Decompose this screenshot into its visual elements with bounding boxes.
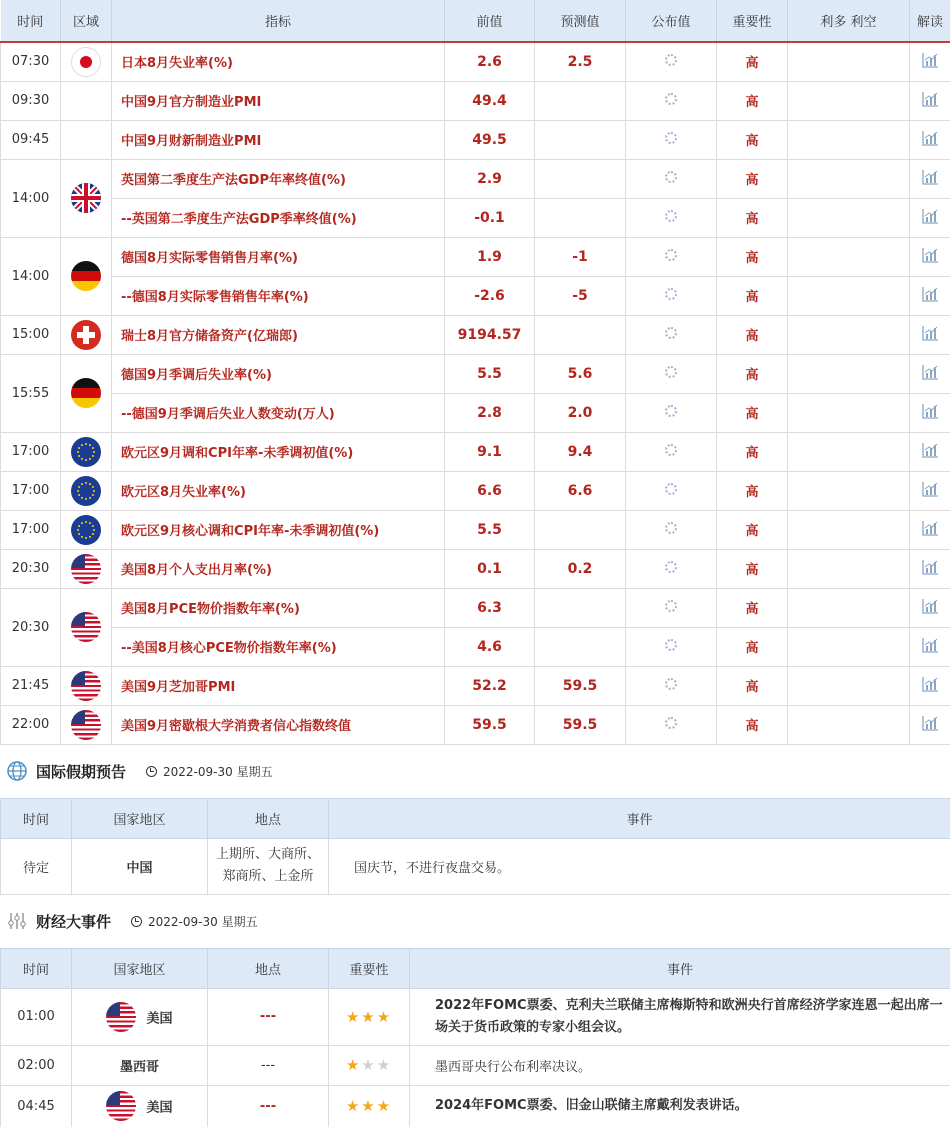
econ-time: 09:45 xyxy=(1,120,61,159)
econ-row xyxy=(1,510,950,549)
econ-row xyxy=(1,198,950,237)
econ-actual xyxy=(626,42,717,81)
econ-actual xyxy=(626,510,717,549)
econ-impact xyxy=(788,627,910,666)
loading-spinner-icon xyxy=(665,561,677,573)
econ-forecast: 5.6 xyxy=(535,354,626,393)
loading-spinner-icon xyxy=(665,717,677,729)
econ-actual xyxy=(626,471,717,510)
econ-indicator-link[interactable]: 美国9月芝加哥PMI xyxy=(112,666,445,705)
eu-flag xyxy=(71,437,101,467)
event-stars xyxy=(329,1085,410,1127)
econ-indicator-link[interactable]: --德国8月实际零售销售年率(%) xyxy=(112,276,445,315)
econ-forecast xyxy=(535,627,626,666)
events-table xyxy=(0,948,950,1127)
econ-impact xyxy=(788,471,910,510)
loading-spinner-icon xyxy=(665,405,677,417)
event-country-name: 美国 xyxy=(146,1011,173,1026)
star-icon: ★ xyxy=(361,1007,377,1026)
chart-analysis-icon[interactable] xyxy=(921,558,939,576)
loading-spinner-icon xyxy=(665,93,677,105)
econ-forecast xyxy=(535,159,626,198)
econ-actual xyxy=(626,237,717,276)
event-place: --- xyxy=(208,988,329,1045)
econ-row xyxy=(1,705,950,744)
econ-actual xyxy=(626,393,717,432)
chart-analysis-icon[interactable] xyxy=(921,636,939,654)
econ-analysis[interactable] xyxy=(910,588,950,627)
econ-region xyxy=(61,549,112,588)
econ-importance: 高 xyxy=(717,510,788,549)
loading-spinner-icon xyxy=(665,678,677,690)
eu-flag xyxy=(71,515,101,545)
star-icon: ★ xyxy=(361,1097,377,1115)
col-prev: 前值 xyxy=(445,0,535,42)
econ-actual xyxy=(626,588,717,627)
star-icon: ★ xyxy=(376,1097,393,1115)
econ-actual xyxy=(626,354,717,393)
econ-analysis[interactable] xyxy=(910,42,950,81)
us-flag xyxy=(71,554,101,584)
econ-row xyxy=(1,42,950,81)
econ-analysis[interactable] xyxy=(910,315,950,354)
col-time: 时间 xyxy=(1,0,61,42)
econ-prev: 9.1 xyxy=(445,432,535,471)
clock-icon xyxy=(146,766,157,777)
econ-analysis[interactable] xyxy=(910,510,950,549)
loading-spinner-icon xyxy=(665,600,677,612)
events-col-country: 国家地区 xyxy=(72,948,208,988)
econ-prev: -2.6 xyxy=(445,276,535,315)
eu-flag xyxy=(71,476,101,506)
econ-time: 15:00 xyxy=(1,315,61,354)
event-description: 2024年FOMC票委、旧金山联储主席戴利发表讲话。 xyxy=(410,1085,950,1127)
econ-forecast: -5 xyxy=(535,276,626,315)
econ-row xyxy=(1,276,950,315)
econ-actual xyxy=(626,198,717,237)
holiday-header-row xyxy=(1,798,950,838)
econ-impact xyxy=(788,237,910,276)
econ-impact xyxy=(788,198,910,237)
japan-flag xyxy=(71,47,101,77)
econ-region xyxy=(61,705,112,744)
chart-analysis-icon[interactable] xyxy=(921,51,939,69)
event-place: --- xyxy=(208,1045,329,1085)
events-date xyxy=(131,913,258,930)
econ-impact xyxy=(788,510,910,549)
star-icon: ★ xyxy=(345,1097,362,1115)
econ-prev: 59.5 xyxy=(445,705,535,744)
econ-actual xyxy=(626,120,717,159)
econ-indicator-link[interactable]: 欧元区9月调和CPI年率-未季调初值(%) xyxy=(112,432,445,471)
econ-region xyxy=(61,432,112,471)
econ-prev: 2.9 xyxy=(445,159,535,198)
econ-forecast: 0.2 xyxy=(535,549,626,588)
econ-region xyxy=(61,42,112,81)
econ-actual xyxy=(626,627,717,666)
econ-actual xyxy=(626,549,717,588)
econ-impact xyxy=(788,549,910,588)
econ-importance: 高 xyxy=(717,315,788,354)
econ-importance: 高 xyxy=(717,120,788,159)
econ-importance: 高 xyxy=(717,471,788,510)
econ-forecast: 2.0 xyxy=(535,393,626,432)
event-country xyxy=(72,1045,208,1085)
econ-row xyxy=(1,666,950,705)
econ-impact xyxy=(788,276,910,315)
holiday-row xyxy=(1,838,950,894)
econ-impact xyxy=(788,354,910,393)
econ-indicator-link[interactable]: --英国第二季度生产法GDP季率终值(%) xyxy=(112,198,445,237)
chart-analysis-icon[interactable] xyxy=(921,246,939,264)
event-country-name: 墨西哥 xyxy=(119,1059,159,1075)
events-date-text: 2022-09-30 星期五 xyxy=(148,914,258,929)
econ-row xyxy=(1,549,950,588)
econ-actual xyxy=(626,705,717,744)
holiday-country: 中国 xyxy=(72,838,208,894)
econ-region xyxy=(61,471,112,510)
event-stars xyxy=(329,988,410,1045)
col-indicator: 指标 xyxy=(112,0,445,42)
econ-region xyxy=(61,510,112,549)
chart-analysis-icon[interactable] xyxy=(921,675,939,693)
econ-forecast: 9.4 xyxy=(535,432,626,471)
econ-impact xyxy=(788,159,910,198)
col-actual: 公布值 xyxy=(626,0,717,42)
chart-analysis-icon[interactable] xyxy=(921,207,939,225)
holiday-date xyxy=(146,763,273,780)
econ-time: 14:00 xyxy=(1,159,61,237)
econ-indicator-link[interactable]: 德国8月实际零售销售月率(%) xyxy=(112,237,445,276)
econ-indicator-link[interactable]: 德国9月季调后失业率(%) xyxy=(112,354,445,393)
econ-actual xyxy=(626,159,717,198)
econ-row xyxy=(1,120,950,159)
econ-impact xyxy=(788,432,910,471)
econ-importance: 高 xyxy=(717,237,788,276)
chart-analysis-icon[interactable] xyxy=(921,597,939,615)
star-icon: ★ xyxy=(345,1056,362,1074)
econ-importance: 高 xyxy=(717,549,788,588)
econ-prev: 4.6 xyxy=(445,627,535,666)
events-col-event: 事件 xyxy=(410,948,950,988)
econ-header-row xyxy=(1,0,950,42)
econ-impact xyxy=(788,666,910,705)
econ-prev: 49.5 xyxy=(445,120,535,159)
econ-row xyxy=(1,237,950,276)
econ-time: 22:00 xyxy=(1,705,61,744)
events-col-time: 时间 xyxy=(1,948,72,988)
econ-actual xyxy=(626,81,717,120)
holiday-date-text: 2022-09-30 星期五 xyxy=(163,764,273,779)
econ-indicator-link[interactable]: 美国9月密歇根大学消费者信心指数终值 xyxy=(112,705,445,744)
chart-analysis-icon[interactable] xyxy=(921,129,939,147)
econ-analysis[interactable] xyxy=(910,81,950,120)
econ-actual xyxy=(626,666,717,705)
econ-prev: 49.4 xyxy=(445,81,535,120)
event-country-name: 美国 xyxy=(146,1100,173,1116)
econ-importance: 高 xyxy=(717,276,788,315)
econ-indicator-link[interactable]: --德国9月季调后失业人数变动(万人) xyxy=(112,393,445,432)
econ-forecast: 6.6 xyxy=(535,471,626,510)
econ-importance: 高 xyxy=(717,198,788,237)
econ-importance: 高 xyxy=(717,159,788,198)
econ-time: 20:30 xyxy=(1,549,61,588)
econ-importance: 高 xyxy=(717,627,788,666)
econ-row xyxy=(1,588,950,627)
econ-importance: 高 xyxy=(717,42,788,81)
chart-analysis-icon[interactable] xyxy=(921,480,939,498)
econ-forecast: 59.5 xyxy=(535,705,626,744)
holiday-event: 国庆节，不进行夜盘交易。 xyxy=(329,838,950,894)
event-row xyxy=(1,1045,950,1085)
loading-spinner-icon xyxy=(665,327,677,339)
col-importance: 重要性 xyxy=(717,0,788,42)
chart-analysis-icon[interactable] xyxy=(921,363,939,381)
star-icon: ★ xyxy=(345,1007,362,1026)
econ-row xyxy=(1,471,950,510)
econ-indicator-link[interactable]: 美国8月个人支出月率(%) xyxy=(112,549,445,588)
econ-analysis[interactable] xyxy=(910,237,950,276)
event-description: 2022年FOMC票委、克利夫兰联储主席梅斯特和欧洲央行首席经济学家连恩一起出席一场关于货币政策的专家小组会议。 xyxy=(410,988,950,1045)
econ-analysis[interactable] xyxy=(910,549,950,588)
holiday-table xyxy=(0,798,950,895)
chart-analysis-icon[interactable] xyxy=(921,285,939,303)
econ-region xyxy=(61,237,112,315)
col-analysis: 解读 xyxy=(910,0,950,42)
econ-prev: 6.3 xyxy=(445,588,535,627)
econ-forecast xyxy=(535,120,626,159)
clock-icon xyxy=(131,916,142,927)
event-description: 墨西哥央行公布利率决议。 xyxy=(410,1045,950,1085)
econ-impact xyxy=(788,42,910,81)
econ-indicator-link[interactable]: --美国8月核心PCE物价指数年率(%) xyxy=(112,627,445,666)
econ-prev: -0.1 xyxy=(445,198,535,237)
econ-prev: 1.9 xyxy=(445,237,535,276)
econ-analysis[interactable] xyxy=(910,471,950,510)
econ-actual xyxy=(626,276,717,315)
holiday-time: 待定 xyxy=(1,838,72,894)
econ-indicator-link[interactable]: 美国8月PCE物价指数年率(%) xyxy=(112,588,445,627)
econ-importance: 高 xyxy=(717,81,788,120)
event-row xyxy=(1,988,950,1045)
econ-importance: 高 xyxy=(717,588,788,627)
events-col-importance: 重要性 xyxy=(329,948,410,988)
event-time: 02:00 xyxy=(1,1045,72,1085)
econ-analysis[interactable] xyxy=(910,354,950,393)
switzerland-flag xyxy=(71,320,101,350)
events-header-row xyxy=(1,948,950,988)
chart-analysis-icon[interactable] xyxy=(921,402,939,420)
econ-indicator-link[interactable]: 中国9月财新制造业PMI xyxy=(112,120,445,159)
event-time: 01:00 xyxy=(1,988,72,1045)
econ-region xyxy=(61,666,112,705)
econ-indicator-link[interactable]: 日本8月失业率(%) xyxy=(112,42,445,81)
econ-prev: 2.8 xyxy=(445,393,535,432)
us-flag xyxy=(106,1002,136,1032)
chart-analysis-icon[interactable] xyxy=(921,519,939,537)
econ-analysis[interactable] xyxy=(910,705,950,744)
econ-impact xyxy=(788,588,910,627)
star-icon: ★ xyxy=(376,1007,393,1026)
event-country xyxy=(72,1085,208,1127)
econ-importance: 高 xyxy=(717,666,788,705)
econ-prev: 5.5 xyxy=(445,510,535,549)
econ-row xyxy=(1,432,950,471)
econ-forecast xyxy=(535,315,626,354)
loading-spinner-icon xyxy=(665,366,677,378)
col-impact: 利多 利空 xyxy=(788,0,910,42)
econ-importance: 高 xyxy=(717,705,788,744)
econ-forecast xyxy=(535,588,626,627)
econ-row xyxy=(1,159,950,198)
econ-region xyxy=(61,120,112,159)
econ-importance: 高 xyxy=(717,432,788,471)
events-section-header xyxy=(0,895,950,948)
econ-row xyxy=(1,81,950,120)
loading-spinner-icon xyxy=(665,522,677,534)
econ-actual xyxy=(626,315,717,354)
econ-forecast xyxy=(535,198,626,237)
econ-analysis[interactable] xyxy=(910,666,950,705)
col-region: 区域 xyxy=(61,0,112,42)
event-country xyxy=(72,988,208,1045)
econ-row xyxy=(1,627,950,666)
loading-spinner-icon xyxy=(665,249,677,261)
loading-spinner-icon xyxy=(665,444,677,456)
loading-spinner-icon xyxy=(665,171,677,183)
econ-analysis[interactable] xyxy=(910,276,950,315)
holiday-col-event: 事件 xyxy=(329,798,950,838)
econ-indicator-link[interactable]: 欧元区9月核心调和CPI年率-未季调初值(%) xyxy=(112,510,445,549)
econ-forecast: -1 xyxy=(535,237,626,276)
econ-prev: 2.6 xyxy=(445,42,535,81)
econ-row xyxy=(1,315,950,354)
us-flag xyxy=(71,671,101,701)
econ-time: 17:00 xyxy=(1,432,61,471)
germany-flag xyxy=(71,261,101,291)
econ-actual xyxy=(626,432,717,471)
loading-spinner-icon xyxy=(665,210,677,222)
econ-row xyxy=(1,393,950,432)
col-forecast: 预测值 xyxy=(535,0,626,42)
econ-forecast: 59.5 xyxy=(535,666,626,705)
uk-flag xyxy=(71,183,101,213)
loading-spinner-icon xyxy=(665,288,677,300)
econ-prev: 6.6 xyxy=(445,471,535,510)
holiday-section-header xyxy=(0,745,950,798)
econ-analysis[interactable] xyxy=(910,393,950,432)
econ-time: 20:30 xyxy=(1,588,61,666)
chart-analysis-icon[interactable] xyxy=(921,90,939,108)
econ-time: 21:45 xyxy=(1,666,61,705)
econ-importance: 高 xyxy=(717,354,788,393)
econ-time: 15:55 xyxy=(1,354,61,432)
econ-prev: 52.2 xyxy=(445,666,535,705)
econ-prev: 5.5 xyxy=(445,354,535,393)
chart-analysis-icon[interactable] xyxy=(921,168,939,186)
econ-impact xyxy=(788,393,910,432)
econ-time: 07:30 xyxy=(1,42,61,81)
econ-indicator-link[interactable]: 瑞士8月官方储备资产(亿瑞郎) xyxy=(112,315,445,354)
econ-forecast xyxy=(535,81,626,120)
event-row xyxy=(1,1085,950,1127)
event-place: --- xyxy=(208,1085,329,1127)
econ-impact xyxy=(788,705,910,744)
sliders-icon xyxy=(6,910,28,932)
events-title: 财经大事件 xyxy=(36,912,112,931)
chart-analysis-icon[interactable] xyxy=(921,441,939,459)
econ-row xyxy=(1,354,950,393)
econ-indicator-link[interactable]: 欧元区8月失业率(%) xyxy=(112,471,445,510)
holiday-place: 上期所、大商所、郑商所、上金所 xyxy=(208,838,329,894)
econ-region xyxy=(61,588,112,666)
econ-importance: 高 xyxy=(717,393,788,432)
germany-flag xyxy=(71,378,101,408)
star-icon: ★ xyxy=(361,1056,377,1074)
us-flag xyxy=(71,710,101,740)
chart-analysis-icon[interactable] xyxy=(921,714,939,732)
econ-indicator-link[interactable]: 中国9月官方制造业PMI xyxy=(112,81,445,120)
holiday-col-place: 地点 xyxy=(208,798,329,838)
econ-time: 14:00 xyxy=(1,237,61,315)
econ-analysis[interactable] xyxy=(910,627,950,666)
econ-impact xyxy=(788,315,910,354)
econ-time: 09:30 xyxy=(1,81,61,120)
econ-region xyxy=(61,354,112,432)
econ-region xyxy=(61,159,112,237)
econ-analysis[interactable] xyxy=(910,159,950,198)
event-stars xyxy=(329,1045,410,1085)
events-col-place: 地点 xyxy=(208,948,329,988)
loading-spinner-icon xyxy=(665,483,677,495)
holiday-title: 国际假期预告 xyxy=(36,762,127,781)
loading-spinner-icon xyxy=(665,132,677,144)
loading-spinner-icon xyxy=(665,639,677,651)
star-icon: ★ xyxy=(376,1056,393,1074)
holiday-col-time: 时间 xyxy=(1,798,72,838)
econ-indicator-link[interactable]: 英国第二季度生产法GDP年率终值(%) xyxy=(112,159,445,198)
econ-region xyxy=(61,81,112,120)
us-flag xyxy=(71,612,101,642)
econ-prev: 9194.57 xyxy=(445,315,535,354)
econ-prev: 0.1 xyxy=(445,549,535,588)
econ-analysis[interactable] xyxy=(910,432,950,471)
econ-analysis[interactable] xyxy=(910,198,950,237)
holiday-col-country: 国家地区 xyxy=(72,798,208,838)
loading-spinner-icon xyxy=(665,54,677,66)
econ-impact xyxy=(788,120,910,159)
econ-forecast: 2.5 xyxy=(535,42,626,81)
econ-region xyxy=(61,315,112,354)
us-flag xyxy=(106,1091,136,1121)
econ-time: 17:00 xyxy=(1,471,61,510)
econ-analysis[interactable] xyxy=(910,120,950,159)
econ-time: 17:00 xyxy=(1,510,61,549)
econ-impact xyxy=(788,81,910,120)
globe-icon xyxy=(6,760,28,782)
event-time: 04:45 xyxy=(1,1085,72,1127)
chart-analysis-icon[interactable] xyxy=(921,324,939,342)
econ-forecast xyxy=(535,510,626,549)
